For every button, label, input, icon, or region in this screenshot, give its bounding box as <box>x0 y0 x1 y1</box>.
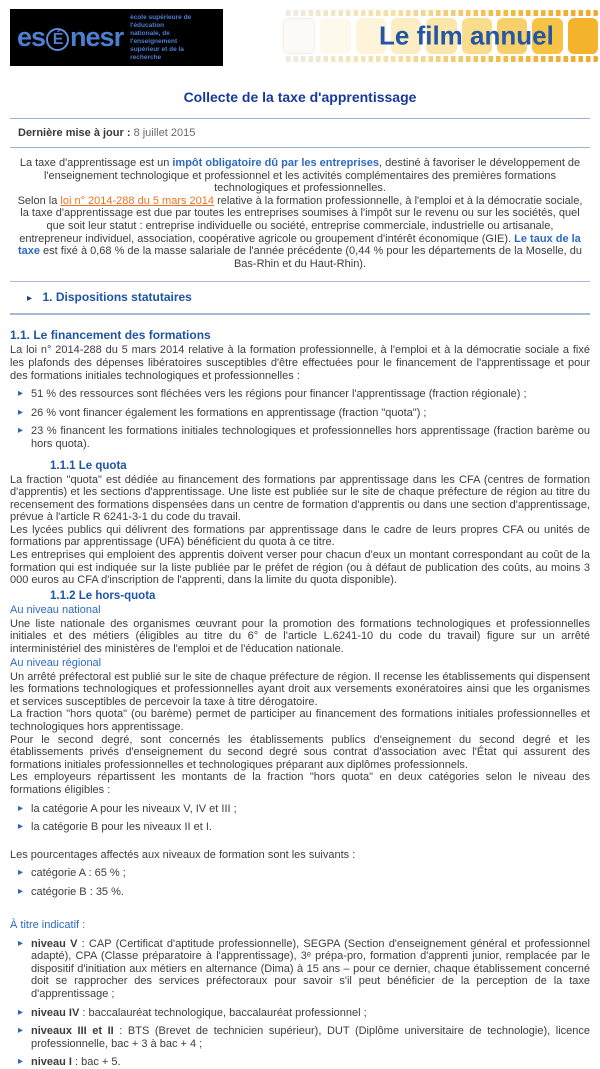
intro-block <box>14 157 586 270</box>
bullet-arrow-icon: ▸ <box>18 937 24 949</box>
bullet-list-fractions <box>10 388 590 450</box>
paragraph-repartition: Les employeurs répartissent les montants de la fraction "hors quota" en deux catégories selon le niveau des formations éligibles : <box>10 771 590 796</box>
niveau-label: niveau V <box>31 937 78 950</box>
bullet-arrow-icon: ▸ <box>18 821 24 833</box>
intro-sentence-1 <box>14 157 586 195</box>
heading-quota: 1.1.1 Le quota <box>50 459 127 472</box>
list-item <box>10 886 590 899</box>
film-sprockets-top-icon <box>283 10 598 16</box>
quota-paragraph-2: Les lycées publics qui délivrent des formations par apprentissage dans le cadre de leurs propres CFA ou unités de formations par apprentissage (UFA) bénéficient du quota à ce titre. <box>10 523 590 549</box>
list-item <box>10 388 590 401</box>
list-item-text: catégorie B : 35 %. <box>31 885 124 898</box>
list-item <box>10 867 590 880</box>
intro-text: Selon la <box>17 194 61 207</box>
paragraph-second-degre: Pour le second degré, sont concernés les établissements publics d'enseignement du second degré et les établissements privés d'enseignement du second degré sous contrat d'association avec l'État qui assurent des formations initiales professionnelles et technologiques préparant aux diplômes professionnels. <box>10 733 590 771</box>
intro-text: est fixé à 0,68 % de la masse salariale de l'année précédente (0,44 % pour les départements de la Moselle, du Bas-Rhin et du Haut-Rhin). <box>39 245 583 270</box>
logo-tagline <box>130 14 216 62</box>
film-frame <box>568 18 598 54</box>
last-update-box <box>10 118 590 148</box>
section-header-dispositions[interactable] <box>10 281 590 315</box>
logo-text-part1: es <box>17 22 46 52</box>
list-item-text: la catégorie B pour les niveaux II et I. <box>31 821 212 834</box>
list-item-text: catégorie A : 65 % ; <box>31 867 126 880</box>
tax-rate-emphasis: Le taux de la taxe <box>17 232 581 258</box>
list-item-text: 23 % financent les formations initiales technologiques et professionnelles hors apprentissage (fraction barème ou hors quota). <box>31 425 590 450</box>
label-niveau-national: Au niveau national <box>10 603 101 616</box>
logo-tagline-line2: nationale, de l'enseignement <box>130 29 178 45</box>
label-niveau-regional: Au niveau régional <box>10 656 102 669</box>
intro-text: , destiné à favoriser le développement de l'enseignement technologique et professionnel et les activités complémentaires des premières formations technologiques et professionnelles. <box>43 157 581 195</box>
list-item <box>10 1025 590 1050</box>
last-update-value: 8 juillet 2015 <box>133 127 196 139</box>
bullet-arrow-icon: ▸ <box>18 406 24 418</box>
bullet-arrow-icon: ▸ <box>18 1025 24 1037</box>
film-frame <box>283 18 315 54</box>
list-item-text: : BTS (Brevet de technicien supérieur), DUT (Diplôme universitaire de technologie), licence professionnelle, bac + 3 à bac + 4 ; <box>31 1025 590 1050</box>
paragraph-niveau-national: Une liste nationale des organismes œuvrant pour la promotion des formations technologiques et professionnelles initiales et des métiers (éligibles au titre du 6° de l'article L.6241-10 du code du travail) figure sur un arrêté interministériel des ministères de l'emploi et de l'éducation nationale. <box>10 617 590 656</box>
film-sprockets-bottom-icon <box>283 56 598 62</box>
esenesr-logo-text <box>17 22 123 53</box>
logo-tagline-line3: supérieur et de la recherche <box>130 45 184 61</box>
esenesr-logo[interactable] <box>10 9 223 66</box>
list-item <box>10 407 590 420</box>
niveau-label: niveau I <box>31 1056 72 1069</box>
intro-sentence-2 <box>14 195 586 271</box>
list-item-text: 26 % vont financer également les formations en apprentissage (fraction "quota") ; <box>31 406 427 419</box>
list-item <box>10 821 590 834</box>
list-item-text: : bac + 5. <box>71 1056 121 1069</box>
quota-paragraph-1: La fraction "quota" est dédiée au financement des formations par apprentissage dans les CFA (centres de formation d'apprentis) et les sections d'apprentissage. Une liste est publiée sur le site de chaque préfecture de région au titre du recensement des formations dispensées dans un centre de formation d'apprentis ou dans une section d'apprentissage, prévue à l'article R 6241-3-1 du code du travail. <box>10 473 590 524</box>
paragraph-fraction-hors-quota: La fraction "hors quota" (ou barème) permet de participer au financement des formations initiales professionnelles et technologiques hors apprentissage. <box>10 708 590 733</box>
niveau-label: niveau IV <box>31 1006 80 1019</box>
list-item <box>10 1007 590 1020</box>
banner-title: Le film annuel <box>379 20 554 51</box>
film-frame <box>320 18 350 54</box>
list-item <box>10 938 590 1001</box>
logo-circled-letter: É <box>46 28 69 51</box>
paragraph-financement: La loi n° 2014-288 du 5 mars 2014 relative à la formation professionnelle, à l'emploi et à la démocratie sociale a fixé les plafonds des dépenses libératoires susceptibles d'être effectuées pour le financement de l'apprentissage et pour des formations initiales technologiques et professionnelles : <box>10 344 590 382</box>
bullet-list-pourcentages <box>10 867 590 898</box>
logo-tagline-line1: école supérieure de l'éducation <box>130 13 192 29</box>
niveau-label: niveaux III et II <box>31 1025 114 1038</box>
list-item-text: : baccalauréat technologique, baccalauréat professionnel ; <box>79 1006 367 1019</box>
label-titre-indicatif: À titre indicatif : <box>10 918 86 931</box>
list-item-text: la catégorie A pour les niveaux V, IV et III ; <box>31 802 237 815</box>
list-item <box>10 803 590 816</box>
list-item <box>10 425 590 450</box>
bullet-arrow-icon: ▸ <box>18 867 24 879</box>
bullet-arrow-icon: ▸ <box>18 885 24 897</box>
page-title: Collecte de la taxe d'apprentissage <box>183 89 417 105</box>
page-header <box>10 0 590 67</box>
bullet-list-categories <box>10 803 590 834</box>
intro-text: La taxe d'apprentissage est un <box>19 157 173 169</box>
last-update-label: Dernière mise à jour : <box>18 127 131 139</box>
list-item-text: 51 % des ressources sont fléchées vers les régions pour financer l'apprentissage (fraction régionale) ; <box>31 388 527 401</box>
bullet-arrow-icon: ▸ <box>18 388 24 400</box>
paragraph-pourcentages: Les pourcentages affectés aux niveaux de formation sont les suivants : <box>10 848 356 861</box>
section-arrow-icon: ▸ <box>27 293 33 305</box>
section-title: 1. Dispositions statutaires <box>42 290 192 305</box>
list-item <box>10 1056 590 1069</box>
intro-text: relative à la formation professionnelle, à l'emploi et à la démocratie sociale, la taxe d'apprentissage est due par toutes les entreprises soumises à l'impôt sur le revenu ou sur les sociétés, quel que soit leur statut : entreprise individuelle ou société, entreprise commerciale, industrielle ou artisanale, entrepreneur individuel, association, coopérative agricole ou groupement d'intérêt économique (GIE). <box>19 194 583 245</box>
bullet-arrow-icon: ▸ <box>18 1006 24 1018</box>
logo-text-part2: nesr <box>70 22 124 52</box>
bullet-arrow-icon: ▸ <box>18 425 24 437</box>
tax-definition-emphasis: impôt obligatoire dû par les entreprises <box>172 157 379 169</box>
heading-financement: 1.1. Le financement des formations <box>10 328 211 343</box>
paragraph-niveau-regional: Un arrêté préfectoral est publié sur le site de chaque préfecture de région. Il recense les établissements qui dispensent les formations technologiques et professionnelles ayant droit aux versements exonératoires ainsi que les organismes et services susceptibles de percevoir la taxe à titre dérogatoire. <box>10 670 590 708</box>
bullet-arrow-icon: ▸ <box>18 1056 24 1068</box>
law-link[interactable]: loi n° 2014-288 du 5 mars 2014 <box>60 194 215 207</box>
film-banner <box>283 10 598 62</box>
heading-hors-quota: 1.1.2 Le hors-quota <box>50 589 156 602</box>
bullet-arrow-icon: ▸ <box>18 802 24 814</box>
bullet-list-niveaux <box>10 938 590 1069</box>
quota-paragraph-3: Les entreprises qui emploient des apprentis doivent verser pour chacun d'eux un montant correspondant au coût de la formation qui est indiquée sur la liste publiée par le préfet de région (ou à défaut de publication des coûts, au moins 3 000 euros au CFA d'inscription de l'apprenti, dans la limite du quota disponible). <box>10 549 590 587</box>
list-item-text: : CAP (Certificat d'aptitude professionnelle), SEGPA (Section d'enseignement général et professionnel adapté), CPA (Classe préparatoire à l'apprentissage), 3ᵉ prépa-pro, formation d'apprenti junior, remplacée par le dispositif d'initiation aux métiers en alternance (Dima) à 15 ans – pour ce dernier, chaque établissement concerné doit se rapprocher des services préfectoraux pour savoir s'il peut bénéficier de la perception de la taxe d'apprentissage ; <box>31 937 590 1000</box>
